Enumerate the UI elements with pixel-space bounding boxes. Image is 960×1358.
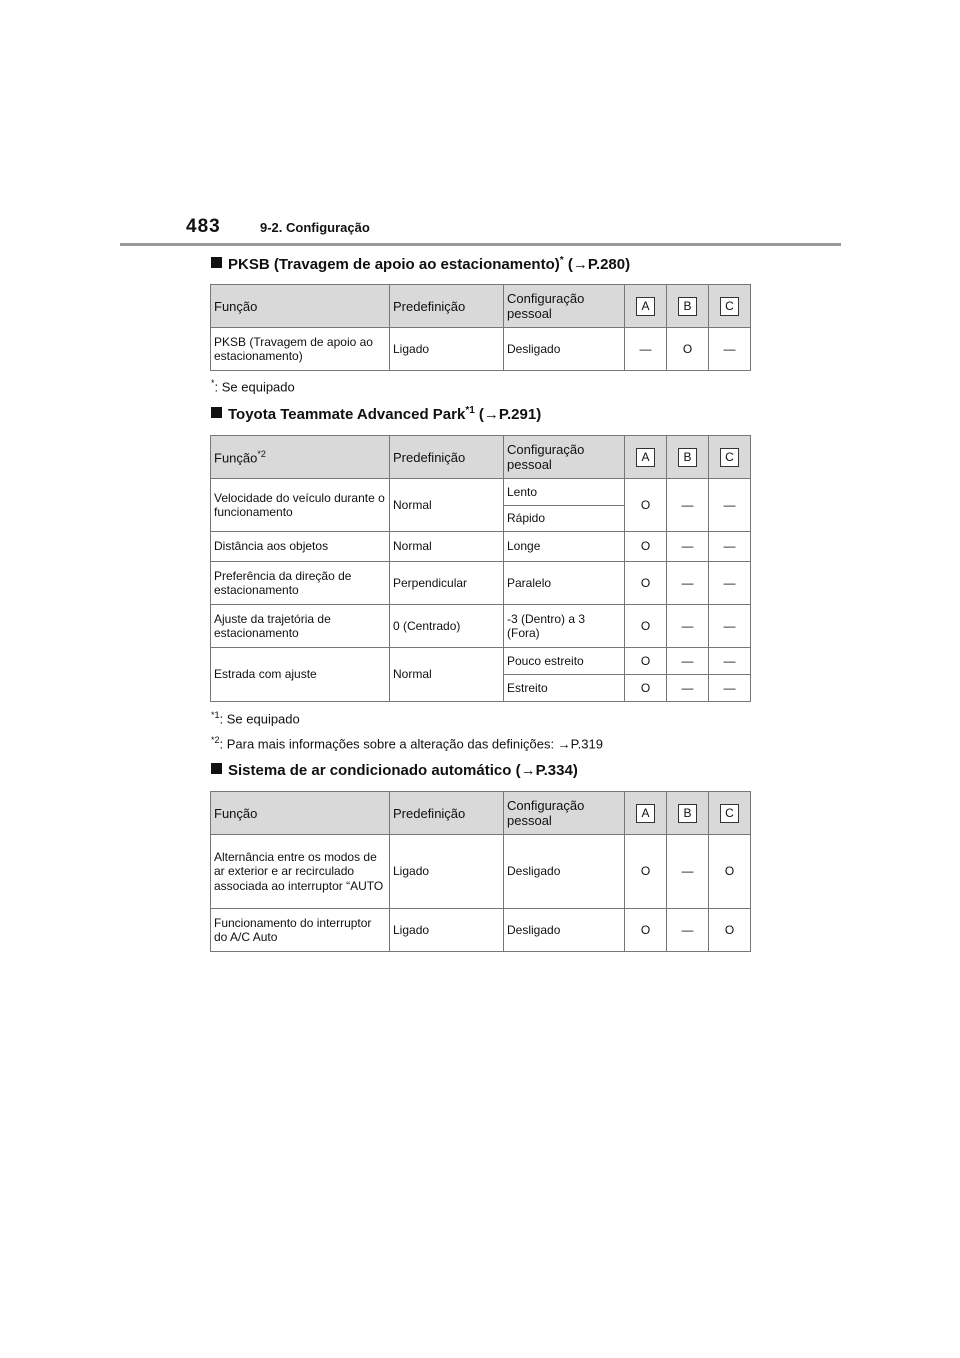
cell-b: — [667, 648, 709, 675]
square-bullet-icon [211, 407, 222, 418]
table-header-row [211, 285, 751, 328]
cell-b: — [667, 479, 709, 532]
cell-funcao: PKSB (Travagem de apoio ao estacionamento) [211, 328, 390, 371]
header-configuracao: Configuração pessoal [504, 436, 625, 479]
cell-predefinicao: Ligado [390, 328, 504, 371]
header-col-b: B [667, 285, 709, 328]
header-configuracao: Configuração pessoal [504, 285, 625, 328]
cell-predefinicao: Ligado [390, 909, 504, 952]
cell-funcao: Estrada com ajuste [211, 648, 390, 702]
cell-configuracao: Rápido [504, 506, 625, 532]
header-funcao: Função [211, 285, 390, 328]
table-row [211, 835, 751, 909]
cell-configuracao: Estreito [504, 675, 625, 702]
header-col-b: B [667, 792, 709, 835]
header-col-a: A [625, 285, 667, 328]
table-row [211, 605, 751, 648]
table-row [211, 328, 751, 371]
cell-c: — [709, 605, 751, 648]
table-row [211, 532, 751, 562]
header-funcao: Função$^{*2}$ [211, 436, 390, 479]
table-advanced-park [210, 435, 751, 702]
cell-predefinicao: Perpendicular [390, 562, 504, 605]
cell-configuracao: Pouco estreito [504, 648, 625, 675]
cell-funcao: Preferência da direção de estacionamento [211, 562, 390, 605]
footnote: $^{*1}$: Se equipado [211, 710, 300, 727]
cell-configuracao: Lento [504, 479, 625, 506]
table-row [211, 479, 751, 506]
cell-b: — [667, 909, 709, 952]
cell-funcao: Velocidade do veículo durante o funcionamento [211, 479, 390, 532]
cell-c: O [709, 835, 751, 909]
table-header-row [211, 436, 751, 479]
cell-c: — [709, 675, 751, 702]
cell-c: O [709, 909, 751, 952]
heading-advanced-park: Toyota Teammate Advanced Park$^{*1}$ (→P.291) [211, 405, 541, 423]
cell-configuracao: Desligado [504, 835, 625, 909]
cell-configuracao: Paralelo [504, 562, 625, 605]
cell-a: O [625, 675, 667, 702]
page-number: 483 [186, 216, 221, 237]
heading-ar-condicionado: Sistema de ar condicionado automático (→P.334) [211, 762, 578, 779]
cell-a: O [625, 835, 667, 909]
table-header-row [211, 792, 751, 835]
table-row [211, 562, 751, 605]
cell-a: O [625, 605, 667, 648]
footnote: $^{*2}$: Para mais informações sobre a alteração das definições: →P.319 [211, 735, 603, 752]
cell-a: O [625, 479, 667, 532]
header-predefinicao: Predefinição [390, 436, 504, 479]
cell-a: O [625, 648, 667, 675]
heading-pksb: PKSB (Travagem de apoio ao estacionamento)* (→P.280) [211, 255, 630, 273]
header-funcao: Função [211, 792, 390, 835]
cell-c: — [709, 328, 751, 371]
cell-a: — [625, 328, 667, 371]
cell-configuracao: -3 (Dentro) a 3 (Fora) [504, 605, 625, 648]
cell-predefinicao: Normal [390, 479, 504, 532]
cell-predefinicao: Normal [390, 532, 504, 562]
header-predefinicao: Predefinição [390, 285, 504, 328]
header-col-b: B [667, 436, 709, 479]
header-col-a: A [625, 792, 667, 835]
cell-configuracao: Longe [504, 532, 625, 562]
cell-configuracao: Desligado [504, 328, 625, 371]
cell-a: O [625, 532, 667, 562]
header-rule [120, 243, 841, 246]
section-title: 9-2. Configuração [260, 220, 370, 235]
header-configuracao: Configuração pessoal [504, 792, 625, 835]
table-row [211, 648, 751, 675]
cell-b: — [667, 675, 709, 702]
cell-predefinicao: Ligado [390, 835, 504, 909]
header-predefinicao: Predefinição [390, 792, 504, 835]
cell-funcao: Funcionamento do interruptor do A/C Auto [211, 909, 390, 952]
cell-b: — [667, 835, 709, 909]
cell-predefinicao: Normal [390, 648, 504, 702]
table-row [211, 909, 751, 952]
cell-c: — [709, 532, 751, 562]
cell-a: O [625, 562, 667, 605]
square-bullet-icon [211, 763, 222, 774]
cell-c: — [709, 648, 751, 675]
cell-b: — [667, 605, 709, 648]
header-col-c: C [709, 285, 751, 328]
cell-funcao: Alternância entre os modos de ar exterior e ar recirculado associada ao interruptor “AUTO [211, 835, 390, 909]
cell-b: — [667, 532, 709, 562]
footnote: *: Se equipado [211, 378, 295, 395]
header-col-c: C [709, 792, 751, 835]
header-col-a: A [625, 436, 667, 479]
cell-b: O [667, 328, 709, 371]
cell-c: — [709, 562, 751, 605]
header-col-c: C [709, 436, 751, 479]
cell-b: — [667, 562, 709, 605]
cell-a: O [625, 909, 667, 952]
square-bullet-icon [211, 257, 222, 268]
cell-configuracao: Desligado [504, 909, 625, 952]
table-ar-condicionado [210, 791, 751, 952]
cell-predefinicao: 0 (Centrado) [390, 605, 504, 648]
cell-c: — [709, 479, 751, 532]
cell-funcao: Ajuste da trajetória de estacionamento [211, 605, 390, 648]
cell-funcao: Distância aos objetos [211, 532, 390, 562]
table-pksb [210, 284, 751, 371]
